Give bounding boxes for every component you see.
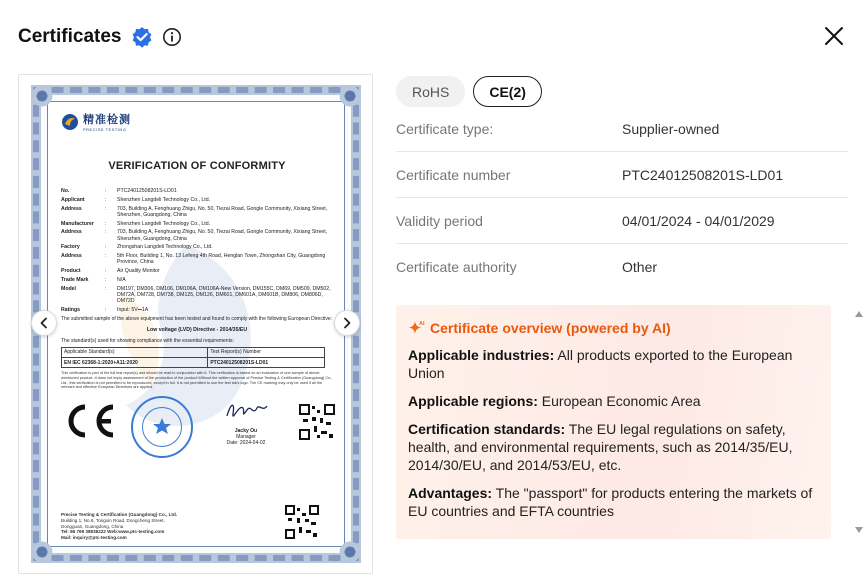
dialog-title: Certificates <box>18 26 122 47</box>
issuer-logo <box>61 111 333 132</box>
field-value: N/A <box>117 276 126 283</box>
field-value: Air Quality Monitor <box>117 268 160 275</box>
directive-line: Low voltage (LVD) Directive - 2014/35/EU <box>146 326 248 333</box>
field-value: Shenzhen Langdeli Technology Co., Ltd. <box>117 220 211 227</box>
official-seal <box>131 396 193 458</box>
field-label: No. <box>61 188 70 194</box>
detail-value: Supplier-owned <box>622 120 720 137</box>
detail-row-validity <box>396 198 848 244</box>
document-title: VERIFICATION OF CONFORMITY <box>108 160 286 172</box>
table-header-cell: Applicable Standard(s) <box>62 347 208 357</box>
corner-ornament <box>27 81 57 111</box>
tab-ce[interactable]: CE(2) <box>473 76 542 107</box>
table-row <box>62 347 325 357</box>
tab-rohs[interactable]: RoHS <box>396 76 465 107</box>
chevron-right-icon <box>341 317 353 329</box>
ai-item-industries <box>408 346 819 382</box>
field-row: Applicant : Shenzhen Langdeli Technology Co., Ltd. <box>61 197 333 203</box>
ce-mark-logo <box>63 402 119 440</box>
ai-sparkle-icon <box>408 319 426 337</box>
info-icon[interactable] <box>162 27 182 47</box>
field-value: 703, Building A, Fenghuang Zhigu, No. 50, Tiezai Road, Gongle Community, Xixiang Street, Shenzhen, Guangdong, China <box>117 229 328 242</box>
ai-item-label: Applicable industries: <box>408 347 555 363</box>
field-row: No. : PTC24012508201S-LD01 <box>61 188 333 194</box>
svg-text:AI: AI <box>419 321 425 327</box>
field-row: Model : DM197, DM306, DM106, DM106A, DM106A-New Version, DM155C, DM69, DM509, DM502, DM72A, DM728, DM738, DM125, DM126, DM601, DM601A, DM601B, DM806, DM806D, DM72D <box>61 286 333 305</box>
certificate-image-viewer[interactable] <box>18 74 373 574</box>
address-line: Precise Testing & Certification (Guangdong) Co., Ltd. <box>61 512 178 518</box>
field-label: Ratings <box>61 306 81 313</box>
field-label: Address <box>61 229 82 236</box>
field-label: Factory <box>61 244 80 251</box>
detail-value: 04/01/2024 - 04/01/2029 <box>622 212 775 229</box>
footer-qr-code <box>285 505 319 539</box>
corner-ornament <box>27 537 57 567</box>
field-row: Address : 703, Building A, Fenghuang Zhigu, No. 50, Tiezai Road, Gongle Community, Xixiang Street, Shenzhen, Guangdong, China <box>61 206 333 218</box>
field-value: Zhongshan Langdeli Technology Co., Ltd. <box>117 244 213 251</box>
field-value: Shenzhen Langdeli Technology Co., Ltd. <box>117 196 211 203</box>
certificate-details <box>396 106 848 290</box>
address-line: Dongguan, Guangdong, China <box>61 523 124 529</box>
field-label: Model <box>61 285 76 292</box>
table-cell: EN IEC 62368-1:2020+A11:2020 <box>62 358 208 368</box>
signer-date: Date: 2024-04-02 <box>226 439 266 446</box>
scroll-up-arrow-icon[interactable] <box>852 308 866 320</box>
field-label: Product <box>61 268 81 275</box>
ai-item-label: Applicable regions: <box>408 393 538 409</box>
field-row: Address : 703, Building A, Fenghuang Zhigu, No. 50, Tiezai Road, Gongle Community, Xixiang Street, Shenzhen, Guangdong, China <box>61 229 333 241</box>
conformity-statement: The submitted sample of the above equipment has been tested and found to comply with the following European Directive: <box>61 315 332 322</box>
field-row: Factory : Zhongshan Langdeli Technology Co., Ltd. <box>61 244 333 250</box>
field-label: Address <box>61 253 82 260</box>
ai-overview-panel[interactable] <box>396 305 831 539</box>
field-label: Applicant <box>61 196 85 203</box>
address-line: Tel: 86 769 38838222 Web:www.ptc-testing.com <box>61 529 165 535</box>
ai-item-standards <box>408 420 819 474</box>
dialog-header <box>18 22 850 52</box>
ai-overview-title <box>408 319 819 337</box>
field-value: Input: 5V⎓1A <box>117 306 149 313</box>
detail-label: Certificate type: <box>396 120 494 137</box>
detail-row-type <box>396 106 848 152</box>
detail-label: Certificate authority <box>396 259 517 275</box>
field-value: DM197, DM306, DM106, DM106A, DM106A-New Version, DM155C, DM69, DM509, DM502, DM72A, DM728, DM738, DM125, DM126, DM601, DM601A, DM601B, DM806, DM806D, DM72D <box>117 285 331 305</box>
corner-ornament <box>335 537 365 567</box>
ai-item-advantages <box>408 484 819 520</box>
scroll-down-arrow-icon[interactable] <box>852 524 866 536</box>
field-label: Manufacturer <box>61 220 94 227</box>
standards-intro: The standard(s) used for showing compliance with the essential requirements: <box>61 337 234 344</box>
field-row: Ratings : Input: 5V⎓1A <box>61 307 333 313</box>
field-value: 703, Building A, Fenghuang Zhigu, No. 50, Tiezai Road, Gongle Community, Xixiang Street, Shenzhen, Guangdong, China <box>117 205 328 218</box>
field-row: Manufacturer : Shenzhen Langdeli Technology Co., Ltd. <box>61 221 333 227</box>
chevron-left-icon <box>38 317 50 329</box>
certificate-marks <box>61 396 333 466</box>
certificate-document <box>31 85 361 563</box>
issuer-logo-cn: 精准检测 <box>83 114 131 126</box>
signer-name: Jacky Ou <box>234 427 258 434</box>
detail-value: Other <box>622 259 658 275</box>
field-row: Product : Air Quality Monitor <box>61 268 333 274</box>
table-header-cell: Test Report(s) Number <box>208 347 325 357</box>
standards-table <box>61 347 325 368</box>
close-icon[interactable] <box>822 24 846 48</box>
signature-scribble <box>221 398 271 424</box>
signer-title: Manager <box>236 433 256 440</box>
fine-print: This verification is part of the full test report(s) and should be read in conjunction with it. This verification is based on an evaluation of one sample of above mentioned product. It does not imply assessment of the production of the product.Without the written approval of Precise Testing & Certification (Guangdong) Co., Ltd., this verification is not permitted to be reproduced, except in full. It is not permitted to use the test lab's logo. The CE marking may only be used if all the relevant and effective European Directives are applied. <box>61 371 333 390</box>
table-row <box>62 358 325 368</box>
certificate-tabs <box>396 76 542 107</box>
field-label: Trade Mark <box>61 276 89 283</box>
address-line: Building 1, No.8, Tongxin Road, Dongcheng Street, <box>61 517 165 523</box>
detail-label: Certificate number <box>396 166 511 183</box>
ai-overview-title-text: Certificate overview (powered by AI) <box>430 320 671 336</box>
field-row: Address : 5th Floor, Building 1, No. 13 Lefeng 4th Road, Henglan Town, Zhongshan City, Guangdong Province, China <box>61 253 333 265</box>
verified-badge-icon <box>131 26 153 48</box>
certificate-text <box>61 107 333 466</box>
ai-item-label: Certification standards: <box>408 421 566 437</box>
ai-item-text: The EU legal regulations on safety, health, and environmental requirements, such as 2014/35/EU, 2014/30/EU, and 2014/53/EU, etc. <box>408 421 793 473</box>
issuer-logo-en: PRECISE TESTING <box>83 127 127 132</box>
field-value: 5th Floor, Building 1, No. 13 Lefeng 4th Road, Henglan Town, Zhongshan City, Guangdong Province, China <box>117 253 326 266</box>
ai-item-label: Advantages: <box>408 485 493 501</box>
ai-item-regions <box>408 392 819 410</box>
corner-ornament <box>335 81 365 111</box>
prev-image-button[interactable] <box>31 310 57 336</box>
field-value: PTC24012508201S-LD01 <box>117 188 177 194</box>
field-label: Address <box>61 205 82 212</box>
signature-block <box>211 396 281 466</box>
next-image-button[interactable] <box>334 310 360 336</box>
issuer-address <box>61 512 177 541</box>
qr-code <box>299 404 335 440</box>
ai-item-text: European Economic Area <box>537 393 701 409</box>
ai-item-text: All products exported to the European Union <box>408 347 793 381</box>
ai-item-text: The "passport" for products entering the markets of EU countries and EFTA countries <box>408 485 813 519</box>
detail-row-number <box>396 152 848 198</box>
detail-value: PTC24012508201S-LD01 <box>622 166 784 183</box>
field-row: Trade Mark : N/A <box>61 277 333 283</box>
address-line: Mail: inquiry@ptc-testing.com <box>61 535 127 541</box>
detail-row-authority <box>396 244 848 290</box>
issuer-logo-icon <box>61 113 79 131</box>
certificate-fields <box>61 188 333 390</box>
detail-label: Validity period <box>396 212 483 229</box>
table-cell: PTC24012508201S-LD01 <box>208 358 325 368</box>
